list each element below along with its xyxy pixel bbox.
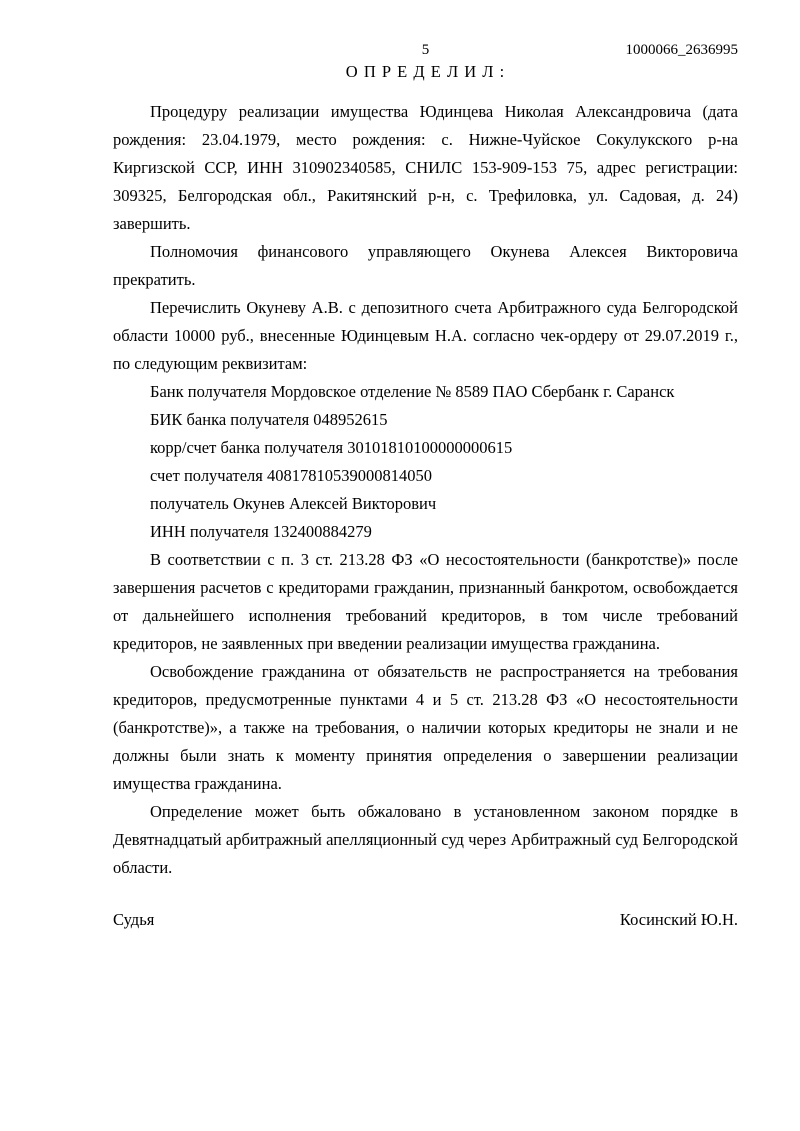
- paragraph-deposit-transfer: Перечислить Окуневу А.В. с депозитного счета Арбитражного суда Белгородской области 10000 руб., внесенные Юдинцевым Н.А. согласно чек-ордеру от 29.07.2019 г., по следующим реквизитам:: [113, 298, 738, 373]
- requisite-inn: ИНН получателя 132400884279: [150, 522, 372, 541]
- document-body: [0, 62, 800, 934]
- requisite-bik: БИК банка получателя 048952615: [150, 410, 388, 429]
- requisite-recipient-bank: Банк получателя Мордовское отделение № 8589 ПАО Сбербанк г. Саранск: [150, 382, 675, 401]
- bank-requisites: [113, 378, 738, 546]
- page-number: 5: [421, 42, 430, 58]
- judge-name: Косинский Ю.Н.: [619, 910, 738, 929]
- paragraph-discharge-rule: В соответствии с п. 3 ст. 213.28 ФЗ «О несостоятельности (банкротстве)» после завершения расчетов с кредиторами гражданин, признанный банкротом, освобождается от дальнейшего исполнения требований кредиторов, в том числе требований кредиторов, не заявленных при введении реализации имущества гражданина.: [113, 550, 738, 653]
- document-id: 1000066_2636995: [625, 42, 738, 58]
- requisite-recipient-name: получатель Окунев Алексей Викторович: [150, 494, 437, 513]
- signature-row: [113, 906, 738, 934]
- paragraph-appeal-procedure: Определение может быть обжаловано в установленном законом порядке в Девятнадцатый арбитражный апелляционный суд через Арбитражный суд Белгородской области.: [113, 802, 738, 877]
- requisite-account: счет получателя 40817810539000814050: [150, 466, 432, 485]
- requisite-corr-account: корр/счет банка получателя 30101810100000000615: [150, 438, 513, 457]
- paragraph-discharge-exceptions: Освобождение гражданина от обязательств не распространяется на требования кредиторов, предусмотренные пунктами 4 и 5 ст. 213.28 ФЗ «О несостоятельности (банкротстве)», а также на требования, о наличии которых кредиторы не знали и не должны были знать к моменту принятия определения о завершении реализации имущества гражданина.: [113, 662, 738, 793]
- ruling-title: О П Р Е Д Е Л И Л :: [345, 62, 506, 81]
- paragraph-procedure-completion: Процедуру реализации имущества Юдинцева Николая Александровича (дата рождения: 23.04.1979, место рождения: с. Нижне-Чуйское Сокулукского р-на Киргизской ССР, ИНН 310902340585, СНИЛС 153-909-153 75, адрес регистрации: 309325, Белгородская обл., Ракитянский р-н, с. Трефиловка, ул. Садовая, д. 24) завершить.: [113, 102, 738, 233]
- paragraph-manager-termination: Полномочия финансового управляющего Окунева Алексея Викторовича прекратить.: [113, 242, 738, 289]
- page-header: [0, 0, 800, 62]
- judge-label: Судья: [113, 910, 155, 929]
